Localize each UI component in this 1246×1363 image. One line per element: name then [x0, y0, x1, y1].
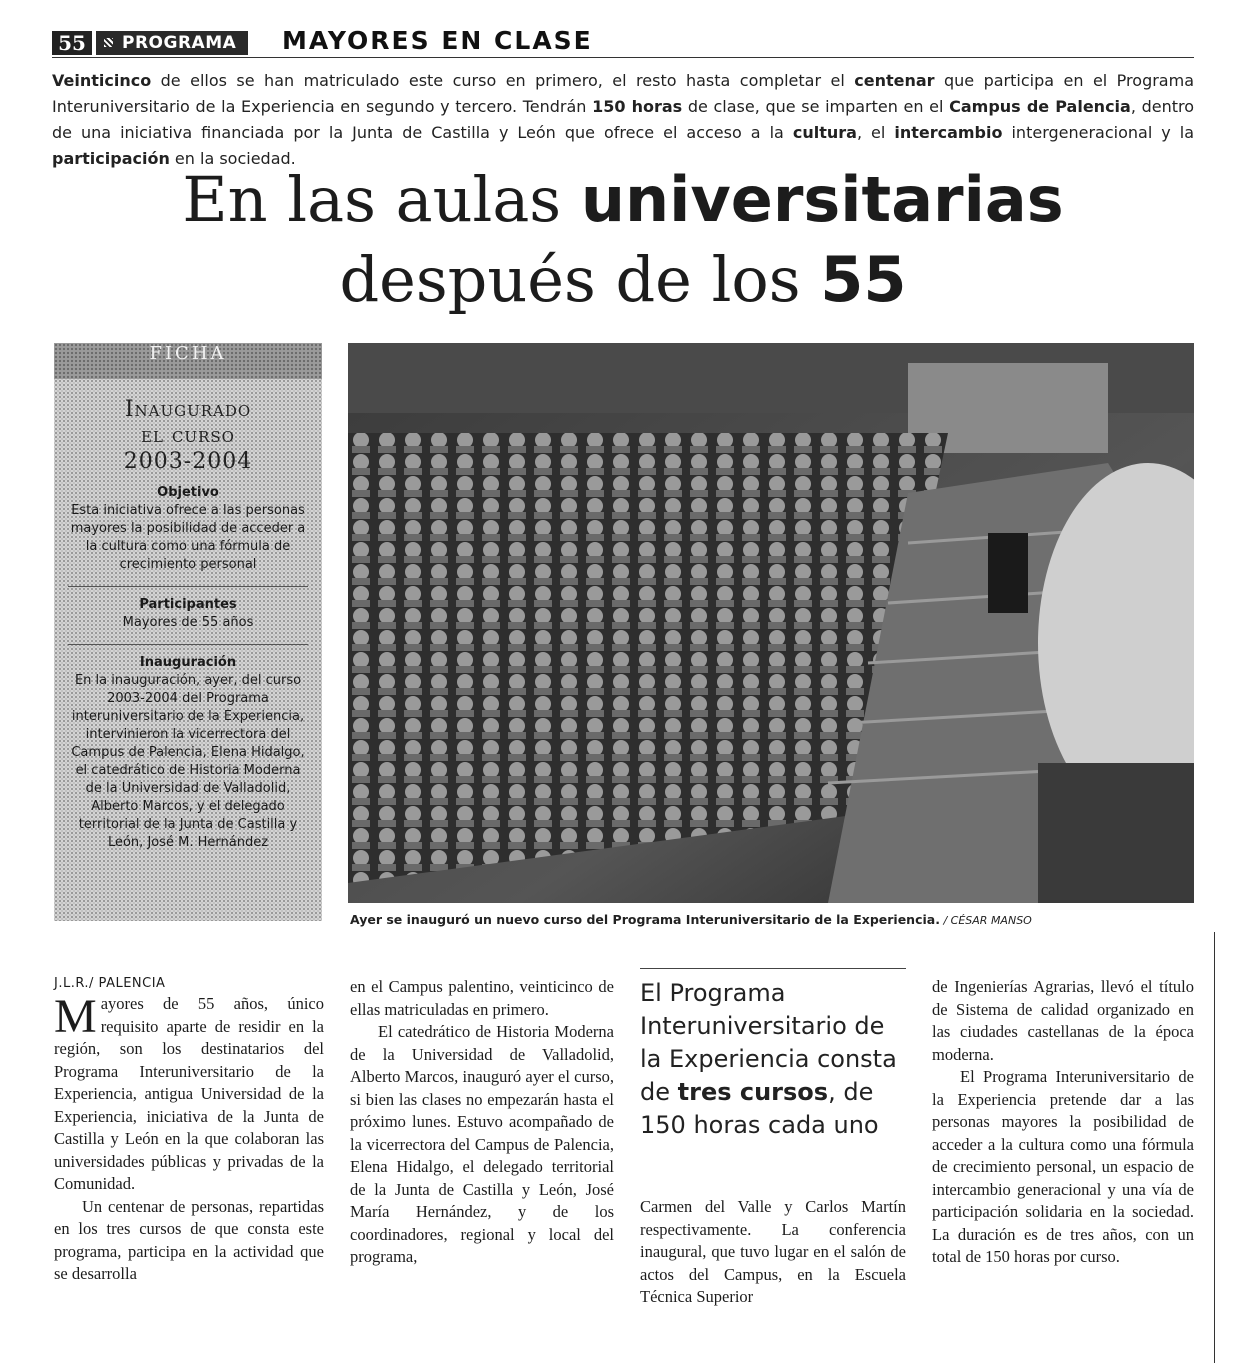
article-paragraph: en el Campus palentino, veinticinco de ellas matriculadas en primero. — [350, 977, 614, 1019]
headline-bold: 55 — [820, 243, 907, 316]
inauguracion-heading: Inauguración — [139, 655, 237, 670]
subtitle-bold: 150 horas — [592, 97, 683, 116]
fact-box-title — [54, 397, 322, 475]
pull-quote-bold: tres cursos — [677, 1078, 829, 1106]
paragraph-text: ayores de 55 años, único requisito aparte de residir en la región, son los destinatarios del Programa Interuniversitario de la Experiencia, antigua Universidad de la Experiencia, iniciativa de la Junta de Castilla y León en la que colaboran las universidades públicas y privadas de la Comunidad. — [54, 994, 324, 1193]
photo-caption — [350, 912, 1196, 927]
headline-regular: En las aulas — [182, 163, 581, 236]
column-rule — [1214, 932, 1215, 1363]
article-paragraph — [54, 990, 324, 1196]
inauguracion-text: En la inauguración, ayer, del curso 2003-2004 del Programa interuniversitario de la Experiencia, intervinieron la vicerrectora del Campus de Palencia, Elena Hidalgo, el catedrático de Historia Moderna de la Universidad de Valladolid, Alberto Marcos, y el delegado territorial de la Junta de Castilla y León, José M. Hernández — [71, 673, 305, 850]
byline: J.L.R./ PALENCIA — [54, 976, 166, 991]
article-headline — [52, 160, 1194, 320]
page-number: 55 — [52, 31, 92, 55]
fact-box-tab: FICHA — [54, 343, 322, 379]
subtitle-text: intergeneracional y la — [1002, 123, 1195, 142]
objetivo-text: Esta iniciativa ofrece a las personas mayores la posibilidad de acceder a la cultura como una fórmula de crecimiento personal — [70, 503, 306, 572]
subtitle-text: que participa en el Programa Interuniversitario de la Experiencia en segundo y tercero. Tendrán — [52, 71, 1194, 116]
photo-illustration — [348, 343, 1194, 903]
subtitle-bold: Campus de Palencia — [949, 97, 1131, 116]
article-paragraph: El catedrático de Historia Moderna de la Universidad de Valladolid, Alberto Marcos, inauguró ayer el curso, si bien las clases no empezarán hasta el próximo lunes. Estuvo acompañado de la vicerrectora del Campus de Palencia, Elena Hidalgo, el delegado territorial de la Junta de Castilla y León, José María Hernández, y de los coordinadores, regional y local del programa, — [350, 1022, 614, 1266]
participantes-text: Mayores de 55 años — [122, 615, 254, 630]
subtitle-text: de ellos se han matriculado este curso en primero, el resto hasta completar el — [151, 71, 855, 90]
subtitle-bold: participación — [52, 149, 170, 168]
article-column-4 — [932, 976, 1194, 1269]
article-paragraph: de Ingenierías Agrarias, llevó el título de Sistema de calidad organizado en las ciudades castellanas de la época moderna. — [932, 977, 1194, 1064]
caption-text: Ayer se inauguró un nuevo curso del Programa Interuniversitario de la Experiencia. — [350, 912, 940, 927]
photo-credit: / CÉSAR MANSO — [939, 914, 1032, 927]
participantes-heading: Participantes — [139, 597, 237, 612]
headline-line-2 — [52, 240, 1194, 320]
fact-box-divider — [68, 644, 308, 645]
pull-quote-text: El Programa Interuniversitario de la Experiencia consta de — [640, 979, 897, 1106]
subtitle-text: en la sociedad. — [169, 149, 296, 168]
lecture-hall-photo — [348, 343, 1194, 903]
article-subtitle — [52, 68, 1194, 172]
subtitle-bold: intercambio — [894, 123, 1003, 142]
fact-box-title-line: Inaugurado — [124, 397, 252, 422]
headline-regular: después de los — [339, 243, 821, 316]
section-header — [52, 28, 1194, 58]
article-column-2 — [350, 976, 614, 1269]
objetivo-heading: Objetivo — [157, 485, 219, 500]
fact-box-title-line: el curso — [141, 423, 235, 448]
section-label: PROGRAMA — [96, 31, 248, 55]
subtitle-text: , dentro de una iniciativa financiada por la Junta de Castilla y León que ofrece el acceso a la — [52, 97, 1195, 142]
pull-quote-text: , de 150 horas cada uno — [640, 1078, 879, 1139]
subtitle-bold: centenar — [854, 71, 935, 90]
drop-cap: M — [54, 990, 97, 1043]
fact-box — [54, 343, 322, 921]
pull-quote — [640, 968, 906, 1142]
article-paragraph: El Programa Interuniversitario de la Experiencia pretende dar a las personas mayores la posibilidad de acceder a la cultura como una fórmula de crecimiento personal, un espacio de intercambio generacional y una vía de participación solidaria en la sociedad. La duración es de tres años, con un total de 150 horas por curso. — [932, 1067, 1194, 1266]
subtitle-bold: Veinticinco — [52, 71, 152, 90]
fact-box-title-line: 2003-2004 — [123, 449, 253, 474]
fact-box-divider — [68, 586, 308, 587]
article-paragraph: Carmen del Valle y Carlos Martín respectivamente. La conferencia inaugural, que tuvo lugar en el salón de actos del Campus, en la Escuela Técnica Superior — [640, 1197, 906, 1306]
subtitle-text: , el — [856, 123, 895, 142]
section-rubric: MAYORES EN CLASE — [282, 26, 593, 55]
article-column-1 — [54, 976, 324, 1286]
header-rule — [52, 57, 1194, 58]
subtitle-text: de clase, que se imparten en el — [682, 97, 950, 116]
subtitle-bold: cultura — [792, 123, 857, 142]
article-paragraph: Un centenar de personas, repartidas en los tres cursos de que consta este programa, participa en la actividad que se desarrolla — [54, 1196, 324, 1283]
article-column-3 — [640, 1196, 906, 1309]
headline-line-1 — [52, 160, 1194, 240]
headline-bold: universitarias — [580, 163, 1064, 236]
